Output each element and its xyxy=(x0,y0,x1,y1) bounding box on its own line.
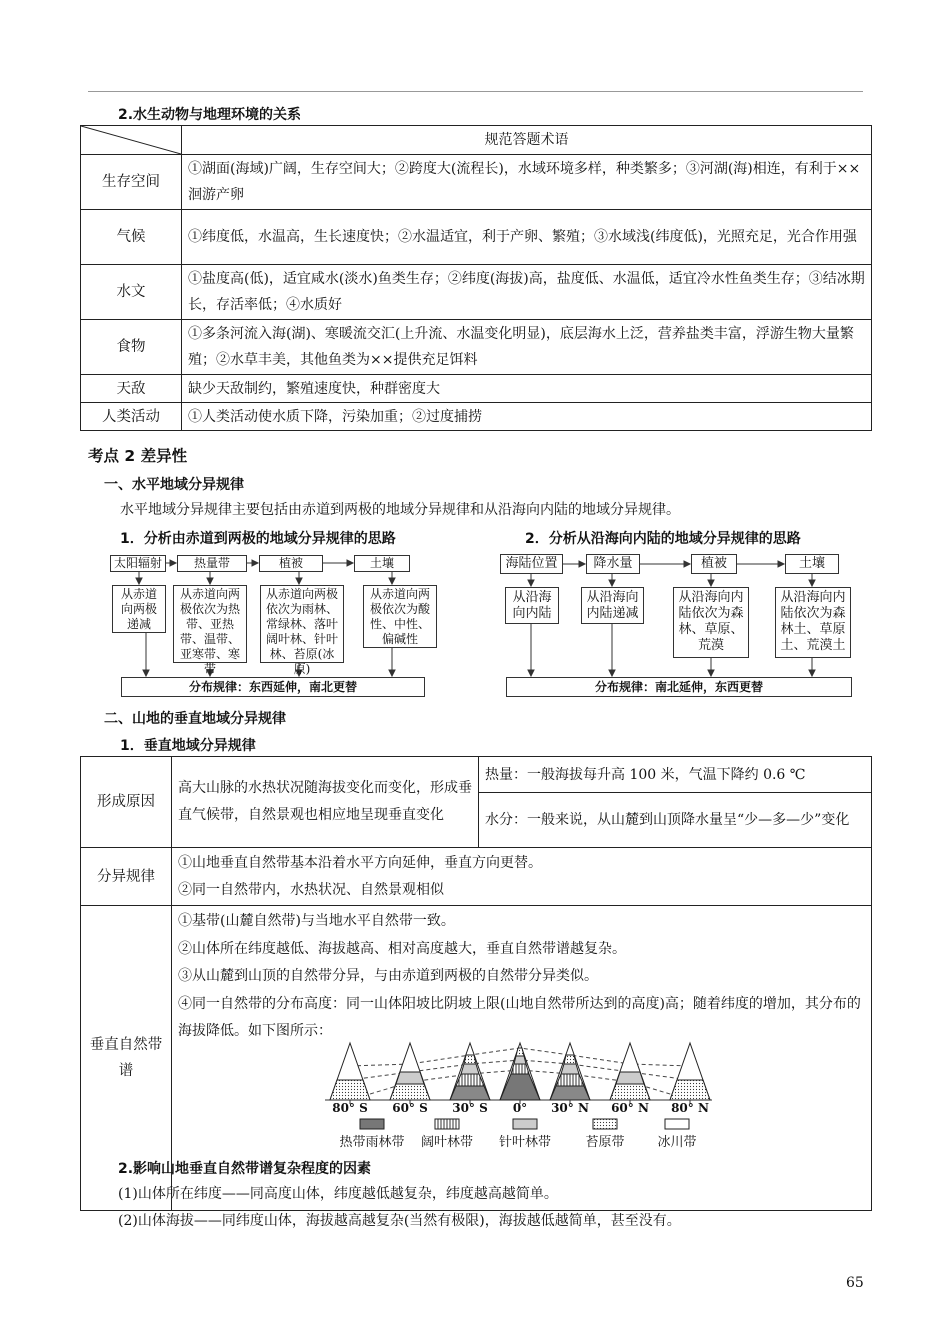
lat-label: 80° S xyxy=(332,1101,368,1115)
legend-label: 苔原带 xyxy=(585,1135,625,1150)
legend-label: 热带雨林带 xyxy=(339,1135,405,1150)
water-text: 水分：一般来说，从山麓到山顶降水量呈“少—多—少”变化 xyxy=(479,793,872,848)
flow2-head-1: 降水量 xyxy=(586,554,640,574)
row-label: 人类活动 xyxy=(81,403,182,431)
flow2-result: 分布规律：南北延伸，东西更替 xyxy=(506,677,852,697)
factors-line-1: (1)山体所在纬度——同高度山体，纬度越低越复杂，纬度越高越简单。 xyxy=(118,1186,558,1202)
legend-label: 针叶林带 xyxy=(498,1135,551,1150)
row-text: ①纬度低，水温高，生长速度快；②水温适宜，利于产卵、繁殖；③水域浅(纬度低)，光照充足，光合作用强 xyxy=(182,210,872,265)
flow2-body-3: 从沿海向内陆依次为森林土、草原土、荒漠土 xyxy=(775,587,851,658)
spectrum-line-3: ③从山麓到山顶的自然带分异，与由赤道到两极的自然带分异类似。 xyxy=(178,968,598,984)
table-header: 规范答题术语 xyxy=(182,126,872,155)
row-text: ①人类活动使水质下降，污染加重；②过度捕捞 xyxy=(182,403,872,431)
flow2-head-0: 海陆位置 xyxy=(500,554,563,574)
lat-label: 60° N xyxy=(611,1101,649,1115)
legend-swatch-rainforest xyxy=(360,1119,384,1129)
row-text: ①盐度高(低)，适宜咸水(淡水)鱼类生存；②纬度(海拔)高，盐度低、水温低，适宜冷水性鱼类生存；③结冰期长，存活率低；④水质好 xyxy=(182,265,872,320)
flow1-head-2: 植被 xyxy=(259,555,323,572)
spectrum-line-1: ①基带(山麓自然带)与当地水平自然带一致。 xyxy=(178,913,455,929)
flow1-body-2: 从赤道向两极依次为雨林、常绿林、落叶阔叶林、针叶林、苔原(冰原) xyxy=(260,585,344,663)
heading-vertical-sub: 1．垂直地域分异规律 xyxy=(120,738,256,754)
lat-label: 0° xyxy=(512,1101,528,1115)
flow1-head-0: 太阳辐射 xyxy=(110,555,166,572)
flow1-head-1: 热量带 xyxy=(177,555,247,572)
flow1-body-0: 从赤道向两极递减 xyxy=(112,585,166,633)
lat-label: 30° S xyxy=(452,1101,488,1115)
rule-line-1: ①山地垂直自然带基本沿着水平方向延伸，垂直方向更替。 xyxy=(178,854,542,871)
row-label: 垂直自然带谱 xyxy=(81,906,172,1211)
heading-vertical: 二、山地的垂直地域分异规律 xyxy=(104,711,286,727)
legend-swatch-tundra xyxy=(593,1119,617,1129)
flow1-body-3: 从赤道向两极依次为酸性、中性、偏碱性 xyxy=(363,585,437,648)
lat-label: 30° N xyxy=(551,1101,589,1115)
flow2-head-3: 土壤 xyxy=(785,554,839,574)
legend-swatch-broadleaf xyxy=(435,1119,459,1129)
flow1-body-1: 从赤道向两极依次为热带、亚热带、温带、亚寒带、寒带 xyxy=(173,585,247,663)
legend-label: 冰川带 xyxy=(657,1135,697,1150)
intro-text: 水平地域分异规律主要包括由赤道到两极的地域分异规律和从沿海向内陆的地域分异规律。 xyxy=(120,502,680,518)
lat-label: 80° N xyxy=(671,1101,709,1115)
row-label: 气候 xyxy=(81,210,182,265)
row-text: ①湖面(海域)广阔，生存空间大；②跨度大(流程长)，水域环境多样，种类繁多；③河湖(海)相连，有利于××洄游产卵 xyxy=(182,155,872,210)
section-title-aquatic: 2.水生动物与地理环境的关系 xyxy=(118,107,302,123)
rule-cell xyxy=(172,848,872,906)
row-label: 形成原因 xyxy=(81,757,172,848)
rule-line-2: ②同一自然带内，水热状况、自然景观相似 xyxy=(178,881,444,898)
factors-title: 2.影响山地垂直自然带谱复杂程度的因素 xyxy=(118,1161,372,1177)
flow2-head-2: 植被 xyxy=(691,554,737,574)
row-text: ①多条河流入海(湖)、寒暖流交汇(上升流、水温变化明显)，底层海水上泛，营养盐类丰富，浮游生物大量繁殖；②水草丰美，其他鱼类为××提供充足饵料 xyxy=(182,320,872,375)
legend-label: 阔叶林带 xyxy=(420,1135,473,1150)
heading-horizontal: 一、水平地域分异规律 xyxy=(104,477,244,493)
lat-label: 60° S xyxy=(392,1101,428,1115)
flow1-result: 分布规律：东西延伸，南北更替 xyxy=(121,677,425,697)
row-label: 天敌 xyxy=(81,375,182,403)
row-label: 食物 xyxy=(81,320,182,375)
legend-swatch-glacier xyxy=(665,1119,689,1129)
legend-swatch-conifer xyxy=(513,1119,537,1129)
factors-line-2: (2)山体海拔——同纬度山体，海拔越高越复杂(当然有极限)，海拔越低越简单，甚至没有。 xyxy=(118,1213,681,1229)
row-label: 生存空间 xyxy=(81,155,182,210)
flow1-title: 1．分析由赤道到两极的地域分异规律的思路 xyxy=(120,531,396,547)
flow1-head-3: 土壤 xyxy=(354,555,410,572)
row-label: 分异规律 xyxy=(81,848,172,906)
mountain-diagram xyxy=(320,1040,720,1152)
row-label: 水文 xyxy=(81,265,182,320)
page-number: 65 xyxy=(846,1275,864,1291)
spectrum-line-4: ④同一自然带的分布高度：同一山体阳坡比阴坡上限(山地自然带所达到的高度)高；随着纬度的增加，其分布的海拔降低。如下图所示： xyxy=(178,995,861,1039)
cause-text: 高大山脉的水热状况随海拔变化而变化，形成垂直气候带，自然景观也相应地呈现垂直变化 xyxy=(172,757,479,848)
flow2-body-0: 从沿海向内陆 xyxy=(505,587,559,624)
flow2-title: 2．分析从沿海向内陆的地域分异规律的思路 xyxy=(525,531,801,547)
kaodian-heading: 考点 2 差异性 xyxy=(88,447,188,465)
row-text: 缺少天敌制约，繁殖速度快，种群密度大 xyxy=(182,375,872,403)
heat-text: 热量：一般海拔每升高 100 米，气温下降约 0.6 ℃ xyxy=(479,757,872,793)
flow2-body-1: 从沿海向内陆递减 xyxy=(581,587,644,624)
flow2-body-2: 从沿海向内陆依次为森林、草原、荒漠 xyxy=(673,587,749,658)
spectrum-line-2: ②山体所在纬度越低、海拔越高、相对高度越大，垂直自然带谱越复杂。 xyxy=(178,940,626,957)
